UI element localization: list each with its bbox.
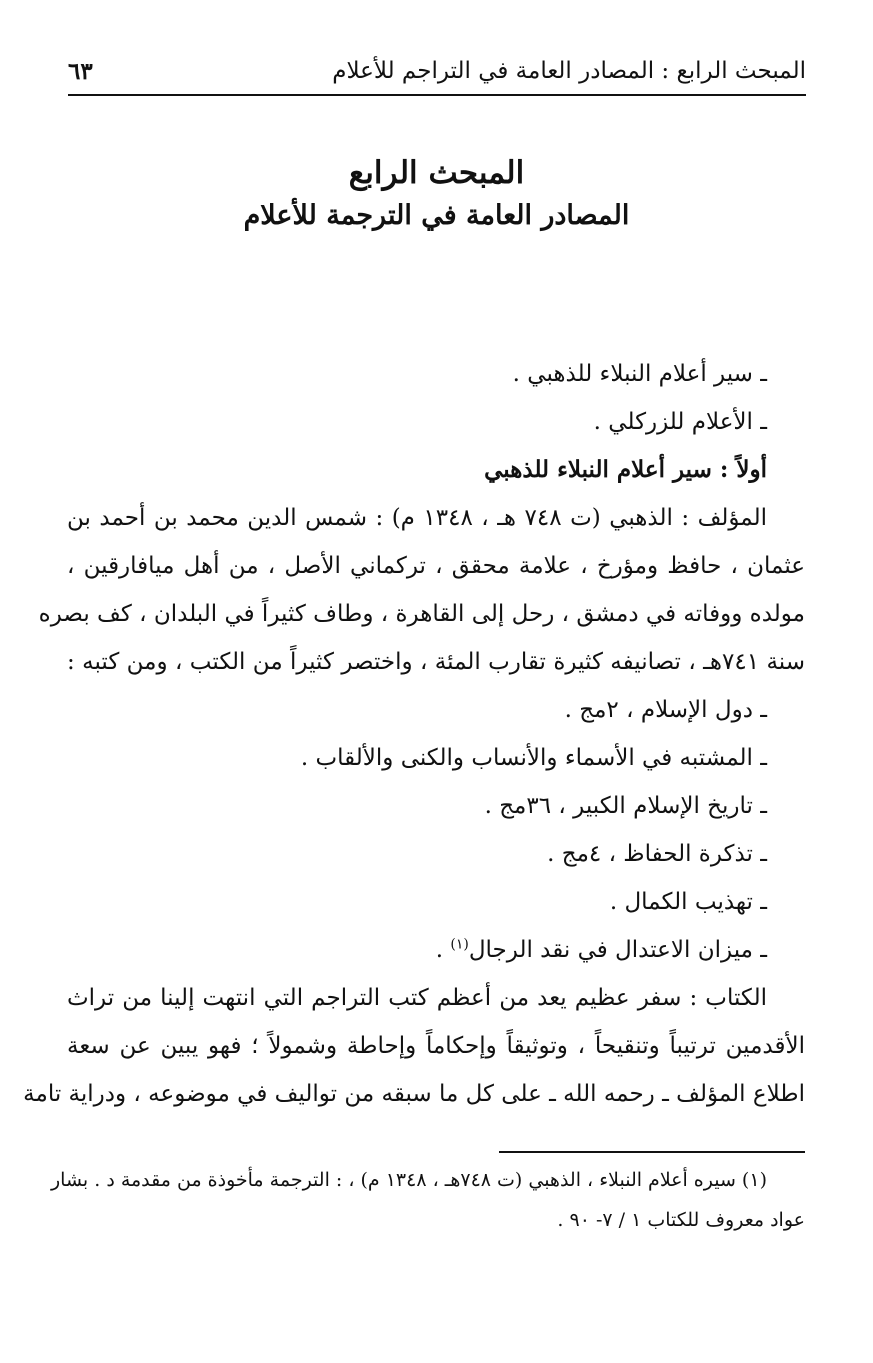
footnote-line: عواد معروف للكتاب ١ / ٧- ٩٠ . [557, 1209, 805, 1231]
chapter-title: المبحث الرابع [348, 155, 525, 191]
paragraph-line: المؤلف : الذهبي (ت ٧٤٨ هـ ، ١٣٤٨ م) : شمس الدين محمد بن أحمد بن [67, 505, 767, 531]
paragraph-line: الكتاب : سفر عظيم يعد من أعظم كتب التراجم التي انتهت إلينا من تراث [67, 985, 767, 1011]
chapter-subtitle: المصادر العامة في الترجمة للأعلام [243, 200, 630, 231]
book-list-item: ـ تهذيب الكمال . [609, 889, 767, 915]
sentence-end: . [435, 937, 451, 963]
paragraph-line: الأقدمين ترتيباً وتنقيحاً ، وتوثيقاً وإحكاماً وإحاطة وشمولاً ؛ فهو يبين عن سعة [67, 1033, 805, 1059]
book-list-item: ـ تاريخ الإسلام الكبير ، ٣٦مج . [484, 793, 767, 819]
footnotes [51, 1160, 805, 1240]
book-list-item-last [67, 926, 805, 974]
footnote-reference[interactable]: (١) [450, 936, 469, 953]
book-list-item: ـ دول الإسلام ، ٢مج . [564, 697, 767, 723]
section-heading: أولاً : سير أعلام النبلاء للذهبي [484, 456, 767, 483]
book-list-item: ـ تذكرة الحفاظ ، ٤مج . [547, 841, 767, 867]
paragraph-line: سنة ٧٤١هـ ، تصانيفه كثيرة تقارب المئة ، واختصر كثيراً من الكتب ، ومن كتبه : [67, 649, 806, 675]
paragraph-line: عثمان ، حافظ ومؤرخ ، علامة محقق ، تركماني الأصل ، من أهل ميافارقين ، [67, 553, 805, 579]
footnote-divider [499, 1151, 805, 1153]
footnote-line: (١) سيره أعلام النبلاء ، الذهبي (ت ٧٤٨هـ ، ١٣٤٨ م) ، : الترجمة مأخوذة من مقدمة د . بشار [51, 1169, 767, 1191]
page-number: ٦٣ [68, 58, 93, 85]
list-item: ـ سير أعلام النبلاء للذهبي . [512, 361, 767, 387]
body-text [23, 350, 806, 1118]
paragraph-line: اطلاع المؤلف ـ رحمه الله ـ على كل ما سبقه من تواليف في موضوعه ، ودراية تامة [23, 1081, 805, 1107]
list-item: ـ الأعلام للزركلي . [593, 409, 767, 435]
book-list-item: ـ المشتبه في الأسماء والأنساب والكنى والألقاب . [300, 745, 767, 771]
running-title: المبحث الرابع : المصادر العامة في التراجم للأعلام [332, 58, 806, 84]
running-header [68, 56, 806, 96]
book-title: ـ ميزان الاعتدال في نقد الرجال [468, 937, 767, 963]
paragraph-line: مولده ووفاته في دمشق ، رحل إلى القاهرة ، وطاف كثيراً في البلدان ، كف بصره [38, 601, 805, 627]
